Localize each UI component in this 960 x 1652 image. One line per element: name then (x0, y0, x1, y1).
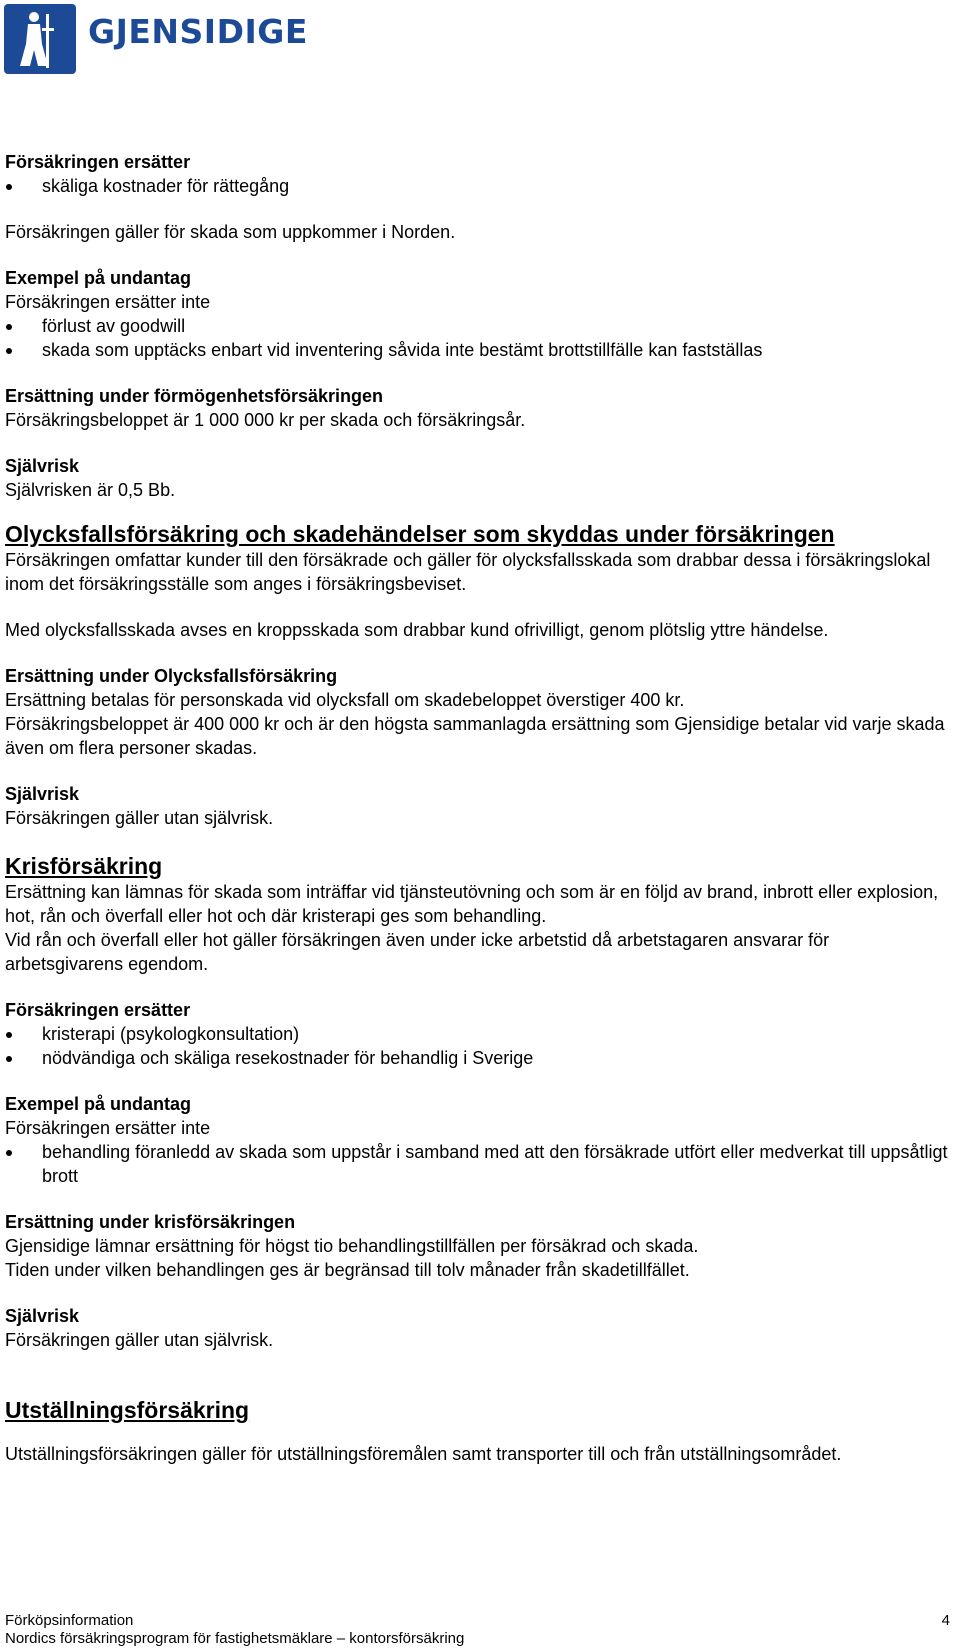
list-item: förlust av goodwill (5, 314, 950, 338)
bullet-icon (6, 184, 12, 190)
paragraph: Vid rån och överfall eller hot gäller försäkringen även under icke arbetstid då arbetstagaren ansvarar för arbetsgivarens egendom. (5, 930, 830, 974)
list-item: kristerapi (psykologkonsultation) (5, 1022, 950, 1046)
company-logo (4, 4, 76, 74)
paragraph: Gjensidige lämnar ersättning för högst tio behandlingstillfällen per försäkrad och skada. (5, 1236, 699, 1256)
paragraph: Försäkringsbeloppet är 400 000 kr och är den högsta sammanlagda ersättning som Gjensidige betalar vid varje skada även om flera personer skadas. (5, 714, 945, 758)
section-title: Utställningsförsäkring (5, 1397, 250, 1423)
paragraph: Självrisken är 0,5 Bb. (5, 480, 176, 500)
list-item: behandling föranledd av skada som uppstår i samband med att den försäkrade utfört eller medverkat till uppsåtligt brott (5, 1140, 950, 1188)
bullet-list (5, 314, 950, 362)
list-item: nödvändiga och skäliga resekostnader för behandlig i Sverige (5, 1046, 950, 1070)
bullet-list (5, 1022, 950, 1070)
bullet-icon (6, 1056, 12, 1062)
bullet-icon (6, 348, 12, 354)
paragraph: Ersättning kan lämnas för skada som inträffar vid tjänsteutövning och som är en följd av brand, inbrott eller explosion, hot, rån och överfall eller hot och där kristerapi ges som behandling. (5, 882, 939, 926)
section-heading: Ersättning under krisförsäkringen (5, 1212, 296, 1232)
paragraph: Försäkringen gäller utan självrisk. (5, 1330, 274, 1350)
list-item: skäliga kostnader för rättegång (5, 174, 950, 198)
section-heading: Exempel på undantag (5, 268, 192, 288)
document-body (5, 150, 950, 1466)
section-heading: Självrisk (5, 456, 80, 476)
list-item: skada som upptäcks enbart vid inventering såvida inte bestämt brottstillfälle kan fastställas (5, 338, 950, 362)
footer-line: Förköpsinformation (5, 1612, 134, 1629)
paragraph: Försäkringen gäller utan självrisk. (5, 808, 274, 828)
bullet-list (5, 174, 950, 198)
section-heading: Självrisk (5, 784, 80, 804)
page-number: 4 (941, 1612, 950, 1629)
paragraph: Utställningsförsäkringen gäller för utställningsföremålen samt transporter till och från utställningsområdet. (5, 1444, 842, 1464)
paragraph: Tiden under vilken behandlingen ges är begränsad till tolv månader från skadetillfället. (5, 1260, 690, 1280)
section-heading: Ersättning under Olycksfallsförsäkring (5, 666, 338, 686)
paragraph: Försäkringen omfattar kunder till den försäkrade och gäller för olycksfallsskada som drabbar dessa i försäkringslokal inom det försäkringsställe som anges i försäkringsbeviset. (5, 550, 931, 594)
bullet-icon (6, 1150, 12, 1156)
section-heading: Självrisk (5, 1306, 80, 1326)
bullet-icon (6, 324, 12, 330)
section-title: Olycksfallsförsäkring och skadehändelser som skyddas under försäkringen (5, 521, 835, 547)
bullet-icon (6, 1032, 12, 1038)
paragraph: Med olycksfallsskada avses en kroppsskada som drabbar kund ofrivilligt, genom plötslig yttre händelse. (5, 620, 829, 640)
bullet-list (5, 1140, 950, 1188)
paragraph: Försäkringsbeloppet är 1 000 000 kr per skada och försäkringsår. (5, 410, 526, 430)
section-heading: Ersättning under förmögenhetsförsäkringen (5, 386, 384, 406)
footer-line: Nordics försäkringsprogram för fastighetsmäklare – kontorsförsäkring (5, 1630, 465, 1647)
logo-wordmark: GJENSIDIGE (88, 12, 308, 51)
paragraph: Försäkringen ersätter inte (5, 292, 211, 312)
section-heading: Försäkringen ersätter (5, 152, 191, 172)
section-heading: Försäkringen ersätter (5, 1000, 191, 1020)
paragraph: Ersättning betalas för personskada vid olycksfall om skadebeloppet överstiger 400 kr. (5, 690, 685, 710)
page-footer (5, 1612, 950, 1648)
paragraph: Försäkringen ersätter inte (5, 1118, 211, 1138)
section-title: Krisförsäkring (5, 853, 163, 879)
paragraph: Försäkringen gäller för skada som uppkommer i Norden. (5, 222, 456, 242)
section-heading: Exempel på undantag (5, 1094, 192, 1114)
gjensidige-logo-icon (4, 4, 76, 74)
